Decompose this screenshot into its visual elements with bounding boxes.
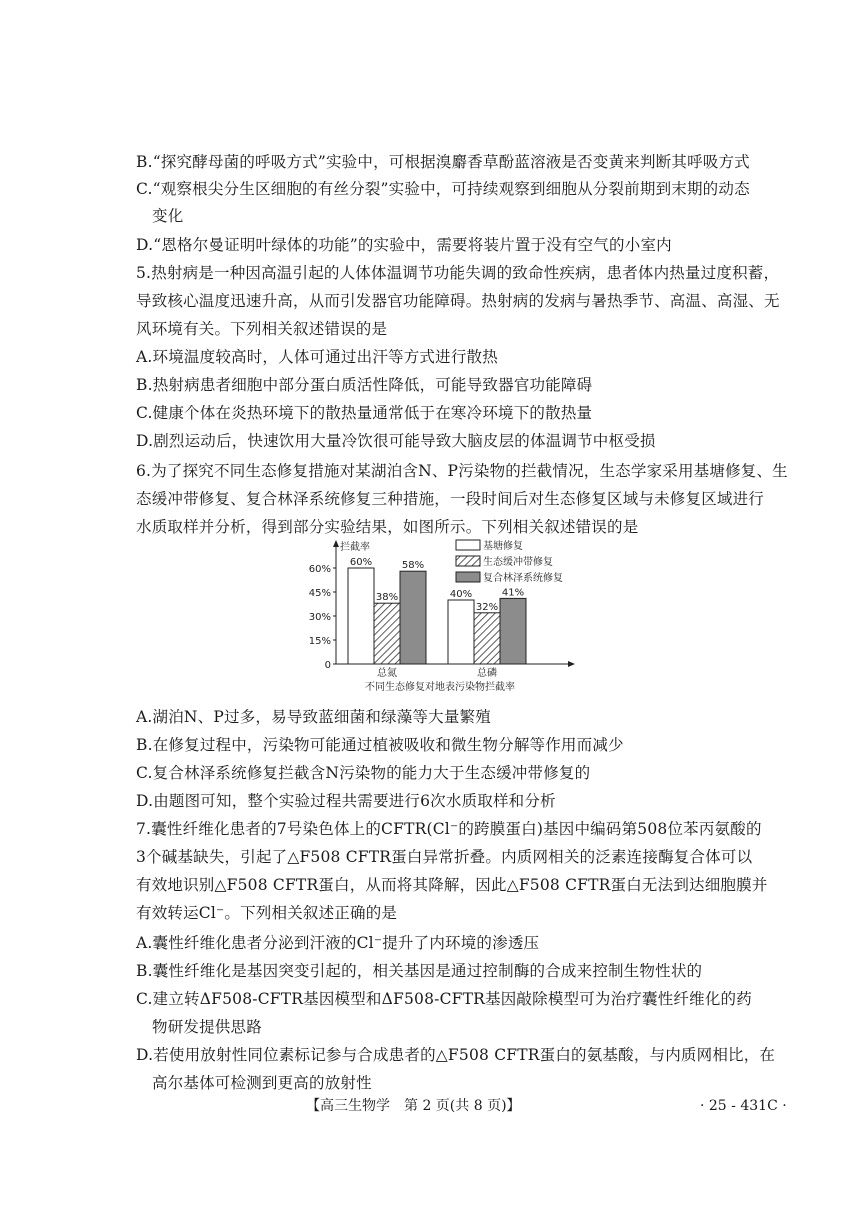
text-line: A.环境温度较高时，人体可通过出汗等方式进行散热 <box>136 348 498 366</box>
text-line: 物研发提供思路 <box>152 1018 262 1036</box>
bar <box>400 571 426 664</box>
y-axis-label: 拦截率 <box>340 542 370 553</box>
bar-chart <box>300 532 600 702</box>
legend-swatch <box>456 556 480 566</box>
footer-page-info: 【高三生物学 第 2 页(共 8 页)】 <box>306 1098 521 1114</box>
bar-value-label: 40% <box>449 589 473 600</box>
text-line: C.健康个体在炎热环境下的散热量通常低于在寒冷环境下的散热量 <box>136 404 593 422</box>
legend-label: 基塘修复 <box>483 541 523 552</box>
bar <box>474 613 500 664</box>
text-line: D.“恩格尔曼证明叶绿体的功能”的实验中，需要将装片置于没有空气的小室内 <box>136 236 672 254</box>
legend-label: 复合林泽系统修复 <box>483 573 563 584</box>
text-line: B.“探究酵母菌的呼吸方式”实验中，可根据溴麝香草酚蓝溶液是否变黄来判断其呼吸方式 <box>136 153 750 171</box>
footer-code: · 25 - 431C · <box>700 1098 787 1114</box>
chart-title: 不同生态修复对地表污染物拦截率 <box>365 682 515 693</box>
text-line: B.囊性纤维化是基因突变引起的，相关基因是通过控制酶的合成来控制生物性状的 <box>136 962 703 980</box>
bar <box>448 600 474 664</box>
bar <box>500 598 526 664</box>
bar-value-label: 38% <box>375 592 399 604</box>
legend-swatch <box>456 540 480 550</box>
text-line: 有效地识别△F508 CFTR蛋白，从而将其降解，因此△F508 CFTR蛋白无法到达细胞膜并 <box>136 876 768 894</box>
text-line: D.剧烈运动后，快速饮用大量冷饮很可能导致大脑皮层的体温调节中枢受损 <box>136 432 656 450</box>
text-line: 导致核心温度迅速升高，从而引发器官功能障碍。热射病的发病与暑热季节、高温、高湿、无 <box>136 292 780 310</box>
text-line: C.建立转ΔF508-CFTR基因模型和ΔF508-CFTR基因敲除模型可为治疗囊性纤维化的药 <box>136 990 752 1008</box>
y-tick-label: 0 <box>324 660 331 671</box>
text-line: 态缓冲带修复、复合林泽系统修复三种措施，一段时间后对生态修复区域与未修复区域进行 <box>136 490 765 508</box>
text-line: 高尔基体可检测到更高的放射性 <box>152 1074 372 1092</box>
bar <box>374 603 400 664</box>
text-line: D.由题图可知，整个实验过程共需要进行6次水质取样和分析 <box>136 792 556 810</box>
text-line: 7.囊性纤维化患者的7号染色体上的CFTR(Cl⁻的跨膜蛋白)基因中编码第508位苯丙氨酸的 <box>136 820 762 838</box>
legend-swatch <box>456 572 480 582</box>
text-line: C.“观察根尖分生区细胞的有丝分裂”实验中，可持续观察到细胞从分裂前期到末期的动态 <box>136 180 750 198</box>
text-line: 水质取样并分析，得到部分实验结果，如图所示。下列相关叙述错误的是 <box>136 518 639 536</box>
x-category-label: 总磷 <box>477 668 497 679</box>
x-category-label: 总氮 <box>377 668 397 679</box>
text-line: 变化 <box>152 207 184 225</box>
text-line: B.在修复过程中，污染物可能通过植被吸收和微生物分解等作用而减少 <box>136 736 624 754</box>
text-line: A.湖泊N、P过多，易导致蓝细菌和绿藻等大量繁殖 <box>136 708 491 726</box>
legend-label: 生态缓冲带修复 <box>483 557 553 568</box>
y-axis-arrow <box>333 540 339 547</box>
y-tick-label: 45% <box>308 588 331 599</box>
bar-value-label: 58% <box>401 560 425 572</box>
text-line: A.囊性纤维化患者分泌到汗液的Cl⁻提升了内环境的渗透压 <box>136 934 540 952</box>
text-line: 风环境有关。下列相关叙述错误的是 <box>136 320 388 338</box>
text-line: C.复合林泽系统修复拦截含N污染物的能力大于生态缓冲带修复的 <box>136 764 591 782</box>
bar <box>348 568 374 664</box>
bar-value-label: 41% <box>501 587 525 599</box>
text-line: B.热射病患者细胞中部分蛋白质活性降低，可能导致器官功能障碍 <box>136 376 593 394</box>
text-line: 3个碱基缺失，引起了△F508 CFTR蛋白异常折叠。内质网相关的泛素连接酶复合体可以 <box>136 848 753 866</box>
y-tick-label: 15% <box>308 636 331 647</box>
text-line: D.若使用放射性同位素标记参与合成患者的△F508 CFTR蛋白的氨基酸，与内质网相比，在 <box>136 1046 776 1064</box>
text-line: 6.为了探究不同生态修复措施对某湖泊含N、P污染物的拦截情况，生态学家采用基塘修复、生 <box>136 462 788 480</box>
text-line: 5.热射病是一种因高温引起的人体体温调节功能失调的致命性疾病，患者体内热量过度积蓄， <box>136 264 780 282</box>
bar-value-label: 32% <box>475 601 499 613</box>
text-line: 有效转运Cl⁻。下列相关叙述正确的是 <box>136 904 398 922</box>
y-tick-label: 60% <box>308 564 331 575</box>
bar-value-label: 60% <box>349 557 373 568</box>
x-axis-arrow <box>568 661 575 667</box>
y-tick-label: 30% <box>308 612 331 623</box>
